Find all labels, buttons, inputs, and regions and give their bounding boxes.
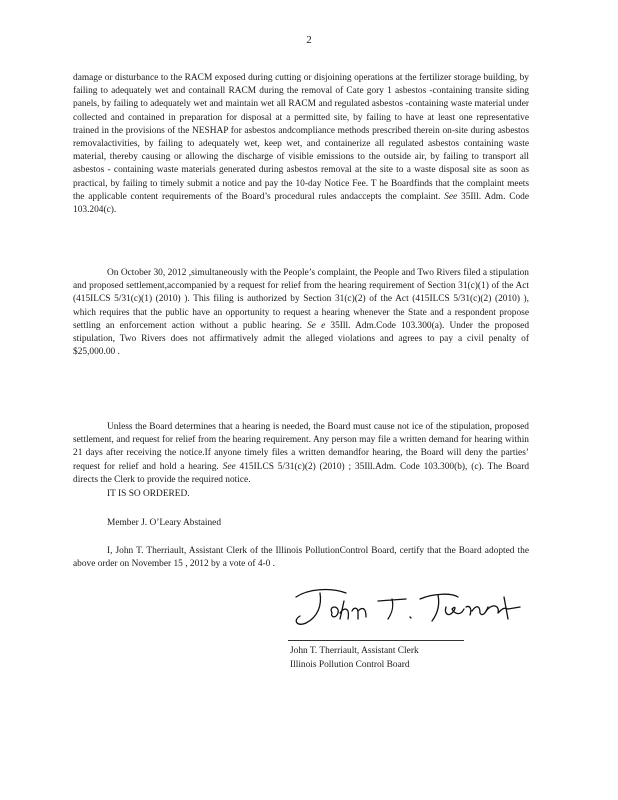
page-number: 2 [306,34,312,46]
paragraph-1-citation-signal: See [444,191,458,202]
signature-rule [288,640,464,641]
paragraph-2-text-continued: 35Ill. Adm.Code 103.300(a). Under the proposed stipulation, Two Rivers does not affirmatively admit the alleged violations and agrees to pay a civil penalty of $25,000.00 . [73,320,530,358]
paragraph-hearing-notice [73,421,529,487]
paragraph-1-text: damage or disturbance to the RACM exposed during cutting or disjoining operations at the fertilizer storage building, by failing to adequately wet and containall RACM during the removal of Cate gory 1 asbestos -containing transite siding panels, by failing to adequately wet and maintain wet all RACM and regulated asbestos -containing waste material under collected and contained in preparation for disposal at a permitted site, by failing to have at least one representative trained in the provisions of the NESHAP for asbestos andcompliance methods prescribed therein on-site during asbestos removalactivities, by failing to adequately wet, keep wet, and containerize all regulated asbestos containing waste material, thereby causing or allowing the discharge of visible emissions to the outside air, by failing to transport all asbestos - containing waste materials generated during asbestos removal at the site to a waste disposal site as soon as practical, by failing to timely submit a notice and pay the 10-day Notice Fee. T he Boardfinds that the complaint meets the applicable content requirements of the Board’s procedural rules andaccepts the complaint. [73,73,529,202]
clerk-certification: I, John T. Therriault, Assistant Clerk of the Illinois PollutionControl Board, certify that the Board adopted the above order on November 15 , 2012 by a vote of 4-0 . [73,546,529,570]
paragraph-complaint-allegations [73,72,529,217]
member-abstention-note: Member J. O’Leary Abstained [107,518,222,528]
paragraph-1-citation: 35Ill. Adm. Code 103.204(c). [73,191,530,216]
so-ordered-statement: IT IS SO ORDERED. [107,489,190,499]
signatory-organization: Illinois Pollution Control Board [290,660,410,670]
paragraph-2-text: On October 30, 2012 ,simultaneously with the People’s complaint, the People and Two Rivers filed a stipulation and proposed settlement,accompanied by a request for relief from the hearing requirement of Section 31(c)(1) of the Act (415ILCS 5/31(c)(1) (2010) ). This filing is authorized by Section 31(c)(2) of the Act (415ILCS 5/31(c)(2) (2010) ), which requires that the public have an opportunity to request a hearing whenever the State and a respondent propose settling an enforcement action without a public hearing. [73,268,529,331]
paragraph-3-text: Unless the Board determines that a hearing is needed, the Board must cause not ice of the stipulation, proposed settlement, and request for relief from the hearing requirement. Any person may file a written demand for hearing within 21 days after receiving the notice.If anyone timely files a written demandfor hearing, the Board will deny the parties’ request for relief and hold a hearing. [73,422,529,472]
signatory-name: John T. Therriault, Assistant Clerk [290,646,419,656]
paragraph-stipulation [73,267,529,359]
handwritten-signature [288,583,528,633]
paragraph-3-text-continued: 415ILCS 5/31(c)(2) (2010) ; 35Ill.Adm. Code 103.300(b), (c). The Board directs the Clerk to provide the required notice. [73,461,530,485]
paragraph-2-citation-signal: Se e [307,320,326,331]
paragraph-3-citation-signal: See [222,461,236,472]
